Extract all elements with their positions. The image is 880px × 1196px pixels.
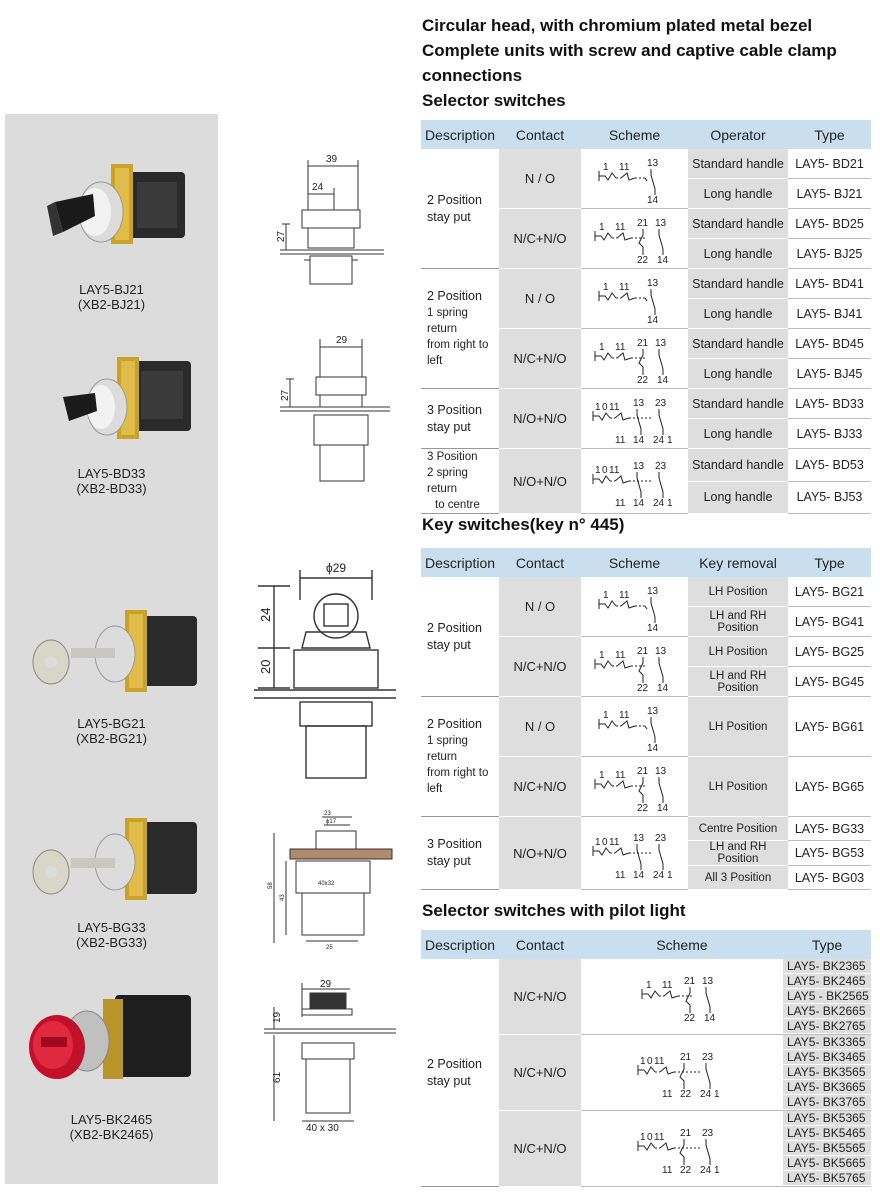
dim-width: 29 [336, 335, 348, 346]
svg-text:21: 21 [637, 338, 649, 349]
col-scheme: Scheme [581, 120, 688, 149]
key-removal-cell: LH and RH Position [688, 667, 788, 697]
key-removal-cell: All 3 Position [688, 866, 788, 890]
svg-text:21: 21 [637, 646, 649, 657]
type-item: LAY5- BK2365 [783, 959, 871, 974]
table-row [421, 149, 871, 179]
svg-text:21: 21 [637, 218, 649, 229]
type-cell: LAY5- BG61 [788, 697, 871, 757]
description-cell: 2 Position 1 spring return from right to left [421, 697, 499, 817]
type-cell: LAY5- BG41 [788, 607, 871, 637]
product-model: LAY5-BD33 [77, 466, 146, 481]
description-cell: 3 Position stay put [421, 817, 499, 890]
svg-text:1: 1 [603, 282, 609, 293]
scheme-no-icon [581, 269, 689, 325]
product-alt-model: (XB2-BJ21) [77, 297, 146, 312]
scheme-ncno-icon [628, 967, 736, 1023]
product-alt-model: (XB2-BG21) [76, 731, 147, 746]
contact-cell: N/C+N/O [499, 329, 581, 389]
svg-text:13: 13 [647, 158, 659, 169]
product-bg33 [5, 814, 218, 964]
svg-text:21: 21 [637, 766, 649, 777]
table-row [421, 817, 871, 841]
col-contact: Contact [499, 120, 581, 149]
scheme-cell [581, 149, 688, 209]
svg-text:14: 14 [657, 375, 669, 385]
product-alt-model: (XB2-BD33) [76, 481, 147, 496]
key-removal-cell: LH Position [688, 697, 788, 757]
svg-text:14: 14 [647, 195, 659, 205]
type-list [783, 1111, 871, 1186]
dimension-drawing-4 [260, 805, 400, 955]
type-list-cell [783, 1111, 871, 1187]
svg-text:11: 11 [662, 1089, 673, 1099]
svg-text:21: 21 [684, 976, 696, 987]
type-cell: LAY5- BD41 [788, 269, 871, 299]
type-item: LAY5- BK3665 [783, 1080, 871, 1095]
scheme-cell [581, 817, 688, 890]
dim-19: 19 [272, 1011, 283, 1023]
contact-cell: N/C+N/O [499, 757, 581, 817]
scheme-ncno2-icon [628, 1119, 736, 1175]
product-alt-model: (XB2-BK2465) [69, 1127, 154, 1142]
dimension-drawing-3 [250, 560, 400, 790]
type-list-cell [783, 1035, 871, 1111]
svg-text:13: 13 [702, 976, 714, 987]
scheme-cell [581, 637, 688, 697]
type-cell: LAY5- BD45 [788, 329, 871, 359]
table-row [421, 389, 871, 419]
col-scheme: Scheme [581, 930, 783, 959]
type-cell: LAY5- BD33 [788, 389, 871, 419]
type-cell: LAY5- BG45 [788, 667, 871, 697]
svg-text:14: 14 [657, 255, 669, 265]
col-contact: Contact [499, 930, 581, 959]
scheme-nono-icon [581, 452, 689, 508]
svg-text:14: 14 [647, 743, 659, 753]
type-cell: LAY5- BG65 [788, 757, 871, 817]
svg-text:13: 13 [655, 338, 667, 349]
dim-width: 29 [320, 979, 332, 990]
svg-text:21: 21 [680, 1128, 692, 1139]
operator-cell: Long handle [688, 419, 788, 449]
type-cell: LAY5- BJ25 [788, 239, 871, 269]
svg-text:23: 23 [655, 832, 667, 844]
svg-text:11: 11 [662, 980, 673, 991]
table-row [421, 449, 871, 482]
table-row [421, 577, 871, 607]
section-title-pilot-light: Selector switches with pilot light [422, 901, 686, 920]
svg-text:11: 11 [615, 869, 626, 880]
col-operator: Operator [688, 120, 788, 149]
scheme-cell [581, 329, 688, 389]
svg-text:11: 11 [609, 402, 620, 413]
svg-text:22: 22 [637, 803, 649, 813]
scheme-no-icon [581, 697, 689, 753]
svg-text:1: 1 [640, 1056, 646, 1067]
scheme-ncno2-icon [628, 1043, 736, 1099]
heading-line-1: Circular head, with chromium plated metal bezel [422, 16, 813, 35]
scheme-cell [581, 959, 783, 1035]
svg-text:1: 1 [599, 650, 605, 661]
svg-text:23: 23 [655, 460, 667, 472]
col-type: Type [788, 120, 871, 149]
col-scheme: Scheme [581, 548, 688, 577]
dim-40x30: 40 x 30 [306, 1123, 339, 1134]
svg-text:11: 11 [615, 650, 626, 661]
col-description: Description [421, 120, 499, 149]
svg-text:14: 14 [704, 1013, 716, 1023]
type-cell: LAY5- BJ53 [788, 481, 871, 514]
scheme-cell [581, 269, 688, 329]
operator-cell: Long handle [688, 239, 788, 269]
product-model: LAY5-BG21 [77, 716, 146, 731]
svg-text:1: 1 [595, 836, 601, 848]
svg-text:11: 11 [619, 282, 630, 293]
dimension-drawing-1 [260, 150, 400, 290]
table-row [421, 959, 871, 1035]
svg-text:1: 1 [595, 402, 601, 413]
scheme-cell [581, 1035, 783, 1111]
svg-text:24: 24 [653, 497, 665, 508]
table-header-row [421, 120, 871, 149]
svg-text:11: 11 [615, 435, 626, 445]
contact-cell: N/C+N/O [499, 1035, 581, 1111]
type-cell: LAY5- BG53 [788, 841, 871, 866]
svg-text:14: 14 [647, 623, 659, 633]
contact-cell: N / O [499, 697, 581, 757]
dim-height: 27 [280, 389, 291, 401]
type-cell: LAY5- BG33 [788, 817, 871, 841]
contact-cell: N / O [499, 149, 581, 209]
svg-text:11: 11 [609, 464, 620, 476]
col-key-removal: Key removal [688, 548, 788, 577]
type-item: LAY5- BK5765 [783, 1171, 871, 1186]
svg-text:1: 1 [603, 590, 609, 601]
svg-text:11: 11 [615, 770, 626, 781]
svg-text:1: 1 [599, 342, 605, 353]
operator-cell: Standard handle [688, 449, 788, 482]
type-item: LAY5 - BK2565 [783, 989, 871, 1004]
scheme-ncno-icon [581, 209, 689, 265]
type-list [783, 1035, 871, 1110]
section-title-selector-switches: Selector switches [422, 91, 566, 110]
svg-text:14: 14 [657, 683, 669, 693]
key-removal-cell: LH and RH Position [688, 607, 788, 637]
svg-text:1: 1 [595, 464, 601, 476]
contact-cell: N/O+N/O [499, 817, 581, 890]
key-removal-cell: LH and RH Position [688, 841, 788, 866]
table-row [421, 697, 871, 757]
svg-text:24: 24 [653, 869, 665, 880]
operator-cell: Long handle [688, 179, 788, 209]
scheme-cell [581, 449, 688, 514]
svg-text:13: 13 [633, 832, 645, 844]
svg-text:0: 0 [602, 464, 608, 476]
svg-text:22: 22 [680, 1165, 692, 1175]
svg-text:0: 0 [602, 836, 608, 848]
dim-height: 27 [276, 230, 287, 242]
operator-cell: Standard handle [688, 329, 788, 359]
scheme-cell [581, 697, 688, 757]
product-model: LAY5-BJ21 [79, 282, 144, 297]
description-cell: 2 Position stay put [421, 959, 499, 1187]
operator-cell: Standard handle [688, 209, 788, 239]
col-contact: Contact [499, 548, 581, 577]
svg-text:22: 22 [637, 683, 649, 693]
operator-cell: Long handle [688, 299, 788, 329]
svg-text:13: 13 [655, 646, 667, 657]
type-cell: LAY5- BJ33 [788, 419, 871, 449]
svg-text:1: 1 [603, 162, 609, 173]
operator-cell: Standard handle [688, 389, 788, 419]
product-model: LAY5-BG33 [77, 920, 146, 935]
svg-text:21: 21 [680, 1052, 692, 1063]
product-photo [27, 604, 207, 704]
svg-text:13: 13 [647, 706, 659, 717]
scheme-cell [581, 389, 688, 449]
svg-text:24: 24 [653, 435, 665, 445]
contact-cell: N/C+N/O [499, 959, 581, 1035]
dim-58: 58 [268, 882, 274, 889]
description-cell: 2 Position 1 spring return from right to left [421, 269, 499, 389]
svg-text:1: 1 [599, 222, 605, 233]
type-list-cell [783, 959, 871, 1035]
type-item: LAY5- BK5565 [783, 1141, 871, 1156]
svg-text:23: 23 [702, 1128, 714, 1139]
dim-61: 61 [272, 1071, 283, 1083]
type-item: LAY5- BK3565 [783, 1065, 871, 1080]
type-item: LAY5- BK2665 [783, 1004, 871, 1019]
scheme-nono-icon [581, 389, 689, 445]
svg-text:1: 1 [714, 1089, 720, 1099]
svg-text:11: 11 [654, 1056, 665, 1067]
operator-cell: Long handle [688, 481, 788, 514]
type-cell: LAY5- BD53 [788, 449, 871, 482]
svg-text:13: 13 [655, 766, 667, 777]
type-cell: LAY5- BD25 [788, 209, 871, 239]
svg-text:0: 0 [647, 1056, 653, 1067]
contact-cell: N/O+N/O [499, 449, 581, 514]
scheme-no-icon [581, 149, 689, 205]
scheme-ncno-icon [581, 637, 689, 693]
svg-text:24: 24 [700, 1089, 712, 1099]
svg-text:14: 14 [633, 497, 645, 508]
svg-text:11: 11 [609, 836, 620, 848]
type-cell: LAY5- BJ41 [788, 299, 871, 329]
description-cell: 3 Position 2 spring return to centre [421, 449, 499, 514]
operator-cell: Standard handle [688, 149, 788, 179]
scheme-cell [581, 1111, 783, 1187]
svg-text:0: 0 [647, 1132, 653, 1143]
svg-text:1: 1 [667, 869, 673, 880]
type-item: LAY5- BK3365 [783, 1035, 871, 1050]
scheme-ncno-icon [581, 329, 689, 385]
dim-40x32: 40x32 [318, 881, 335, 887]
scheme-ncno-icon [581, 757, 689, 813]
contact-cell: N / O [499, 269, 581, 329]
key-removal-cell: Centre Position [688, 817, 788, 841]
type-list [783, 959, 871, 1034]
product-photo [47, 349, 207, 459]
contact-cell: N/C+N/O [499, 637, 581, 697]
type-cell: LAY5- BJ45 [788, 359, 871, 389]
col-description: Description [421, 930, 499, 959]
svg-text:22: 22 [684, 1013, 696, 1023]
svg-text:11: 11 [619, 710, 630, 721]
section-title-key-switches: Key switches(key n° 445) [422, 515, 625, 534]
heading-line-2: Complete units with screw and captive cable clamp [422, 41, 837, 60]
key-removal-cell: LH Position [688, 757, 788, 817]
product-model: LAY5-BK2465 [70, 1112, 153, 1127]
product-panel [5, 114, 218, 1184]
type-item: LAY5- BK5465 [783, 1126, 871, 1141]
col-description: Description [421, 548, 499, 577]
contact-cell: N / O [499, 577, 581, 637]
dim-25: 25 [326, 945, 333, 951]
svg-text:11: 11 [662, 1165, 673, 1175]
pilot-light-table [421, 930, 871, 1187]
svg-text:11: 11 [654, 1132, 665, 1143]
svg-text:13: 13 [655, 218, 667, 229]
svg-text:1: 1 [714, 1165, 720, 1175]
svg-text:14: 14 [647, 315, 659, 325]
svg-text:24: 24 [700, 1165, 712, 1175]
type-item: LAY5- BK5365 [783, 1111, 871, 1126]
type-item: LAY5- BK5665 [783, 1156, 871, 1171]
scheme-cell [581, 209, 688, 269]
scheme-cell [581, 757, 688, 817]
svg-text:0: 0 [602, 402, 608, 413]
description-cell: 3 Position stay put [421, 389, 499, 449]
dim-height-top: 24 [258, 607, 273, 622]
product-photo [45, 154, 205, 274]
key-removal-cell: LH Position [688, 637, 788, 667]
type-item: LAY5- BK3765 [783, 1095, 871, 1110]
type-cell: LAY5- BG03 [788, 866, 871, 890]
type-cell: LAY5- BJ21 [788, 179, 871, 209]
svg-text:13: 13 [633, 460, 645, 472]
type-item: LAY5- BK2765 [783, 1019, 871, 1034]
svg-text:11: 11 [615, 497, 626, 508]
dim-height-bottom: 20 [258, 659, 273, 674]
col-type: Type [783, 930, 871, 959]
svg-text:1: 1 [599, 770, 605, 781]
svg-text:1: 1 [603, 710, 609, 721]
dim-23: 23 [324, 811, 331, 817]
key-removal-cell: LH Position [688, 577, 788, 607]
contact-cell: N/C+N/O [499, 1111, 581, 1187]
svg-text:1: 1 [667, 497, 673, 508]
col-type: Type [788, 548, 871, 577]
contact-cell: N/C+N/O [499, 209, 581, 269]
scheme-cell [581, 577, 688, 637]
dim-width-outer: 39 [326, 154, 338, 165]
table-header-row [421, 548, 871, 577]
svg-text:22: 22 [680, 1089, 692, 1099]
svg-text:13: 13 [647, 586, 659, 597]
svg-text:11: 11 [619, 162, 630, 173]
table-header-row [421, 930, 871, 959]
type-cell: LAY5- BG25 [788, 637, 871, 667]
selector-switches-table [421, 120, 871, 514]
svg-text:22: 22 [637, 375, 649, 385]
svg-text:11: 11 [615, 222, 626, 233]
svg-text:13: 13 [647, 278, 659, 289]
dim-17: ϕ17 [326, 819, 337, 825]
svg-text:23: 23 [702, 1052, 714, 1063]
product-bk2465 [5, 989, 218, 1169]
svg-text:1: 1 [646, 980, 652, 991]
product-bg21 [5, 604, 218, 764]
svg-text:1: 1 [640, 1132, 646, 1143]
scheme-no-icon [581, 577, 689, 633]
type-cell: LAY5- BG21 [788, 577, 871, 607]
heading-line-3: connections [422, 66, 523, 85]
svg-text:22: 22 [637, 255, 649, 265]
dim-diameter: ϕ29 [326, 561, 347, 575]
svg-text:13: 13 [633, 398, 645, 409]
svg-text:23: 23 [655, 398, 667, 409]
product-photo [27, 814, 207, 914]
dim-width-inner: 24 [312, 182, 324, 193]
operator-cell: Standard handle [688, 269, 788, 299]
product-photo [27, 989, 207, 1099]
svg-text:14: 14 [633, 869, 645, 880]
product-bj21 [5, 154, 218, 324]
svg-text:1: 1 [667, 435, 673, 445]
svg-text:11: 11 [615, 342, 626, 353]
type-cell: LAY5- BD21 [788, 149, 871, 179]
operator-cell: Long handle [688, 359, 788, 389]
type-item: LAY5- BK2465 [783, 974, 871, 989]
scheme-nono-icon [581, 824, 689, 880]
dimension-drawing-2 [270, 325, 400, 495]
contact-cell: N/O+N/O [499, 389, 581, 449]
dim-43: 43 [280, 894, 286, 901]
svg-text:14: 14 [657, 803, 669, 813]
description-cell: 2 Position stay put [421, 577, 499, 697]
description-cell: 2 Position stay put [421, 149, 499, 269]
svg-text:14: 14 [633, 435, 645, 445]
product-bd33 [5, 349, 218, 519]
dimension-drawing-5 [262, 975, 400, 1135]
product-alt-model: (XB2-BG33) [76, 935, 147, 950]
key-switches-table [421, 548, 871, 890]
table-row [421, 269, 871, 299]
type-item: LAY5- BK3465 [783, 1050, 871, 1065]
svg-text:11: 11 [619, 590, 630, 601]
